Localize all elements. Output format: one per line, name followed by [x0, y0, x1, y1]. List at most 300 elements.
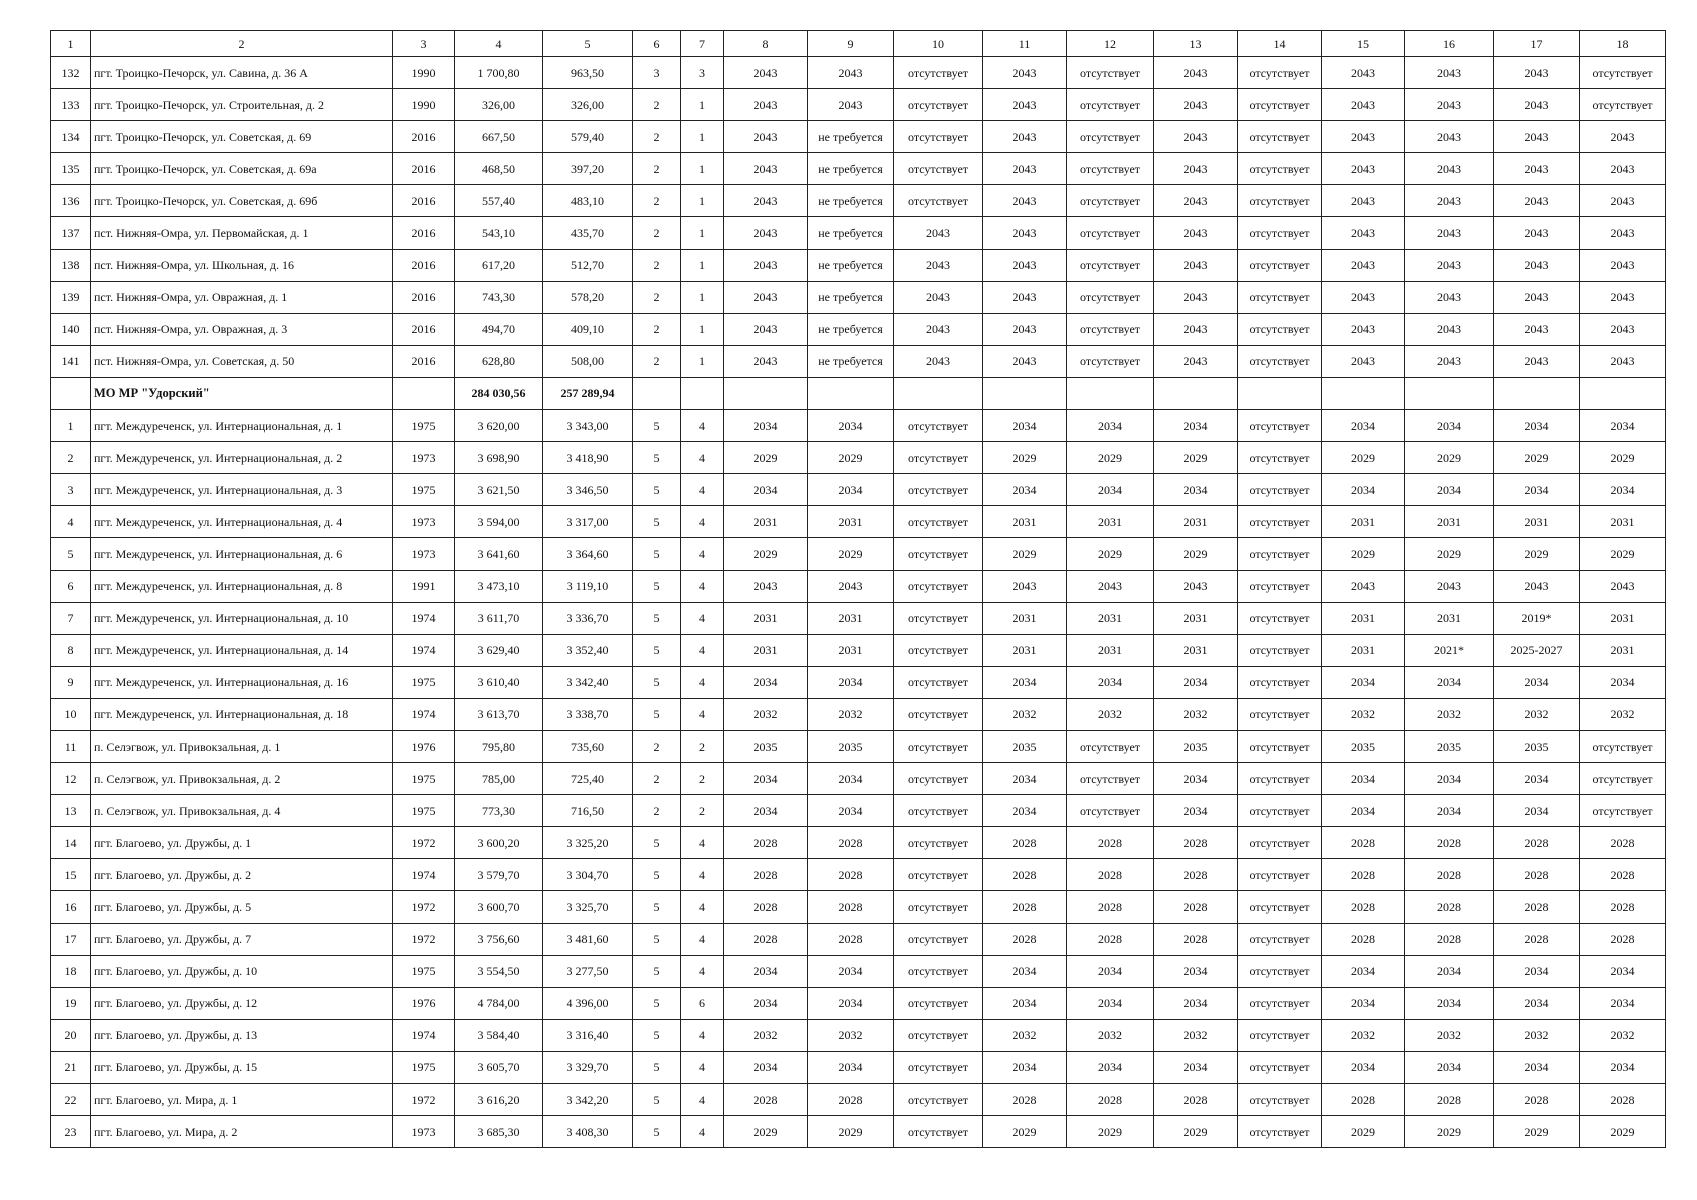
table-cell-col-1: 2 — [51, 442, 91, 474]
table-cell-col-14: отсутствует — [1238, 955, 1322, 987]
table-cell-col-1: 17 — [51, 923, 91, 955]
table-cell-col-16: 2028 — [1405, 859, 1494, 891]
table-cell-col-15: 2034 — [1322, 474, 1405, 506]
table-cell-col-5: 3 329,70 — [543, 1051, 633, 1083]
table-cell-col-3: 1972 — [393, 923, 455, 955]
address-cell: пгт. Троицко-Печорск, ул. Советская, д. 69 — [91, 121, 393, 153]
address-cell: пгт. Благоево, ул. Дружбы, д. 1 — [91, 827, 393, 859]
column-number-18: 18 — [1580, 31, 1666, 57]
table-cell-col-13: 2043 — [1154, 313, 1238, 345]
table-cell-col-9: 2031 — [808, 506, 894, 538]
table-cell-col-10: отсутствует — [894, 634, 983, 666]
table-cell-col-3: 1973 — [393, 442, 455, 474]
table-row — [51, 506, 1666, 538]
table-cell-col-7: 4 — [681, 955, 724, 987]
table-cell-col-3: 1990 — [393, 57, 455, 89]
table-cell-col-9: 2043 — [808, 89, 894, 121]
table-cell-col-7: 2 — [681, 730, 724, 762]
table-cell-col-4: 3 584,40 — [455, 1019, 543, 1051]
table-cell-col-7: 1 — [681, 345, 724, 377]
table-cell-col-7: 2 — [681, 795, 724, 827]
table-cell-col-15: 2043 — [1322, 249, 1405, 281]
address-cell: п. Селэгвож, ул. Привокзальная, д. 2 — [91, 763, 393, 795]
table-cell-col-9: не требуется — [808, 121, 894, 153]
table-cell-col-17: 2043 — [1494, 185, 1580, 217]
table-cell-col-9: не требуется — [808, 249, 894, 281]
table-cell-col-12: отсутствует — [1067, 121, 1154, 153]
table-row — [51, 859, 1666, 891]
table-cell-col-16: 2029 — [1405, 442, 1494, 474]
table-row — [51, 955, 1666, 987]
table-cell-col-14: отсутствует — [1238, 249, 1322, 281]
table-cell-col-5: 3 336,70 — [543, 602, 633, 634]
table-cell-col-11: 2028 — [983, 859, 1067, 891]
table-cell-col-18 — [1580, 377, 1666, 409]
table-cell-col-3: 2016 — [393, 185, 455, 217]
table-cell-col-15: 2028 — [1322, 827, 1405, 859]
table-cell-col-8: 2034 — [724, 666, 808, 698]
table-cell-col-15: 2043 — [1322, 89, 1405, 121]
table-cell-col-11: 2034 — [983, 474, 1067, 506]
table-cell-col-16: 2034 — [1405, 763, 1494, 795]
table-cell-col-17: 2025-2027 — [1494, 634, 1580, 666]
table-cell-col-9: 2034 — [808, 666, 894, 698]
table-cell-col-9: 2028 — [808, 859, 894, 891]
table-cell-col-9: не требуется — [808, 153, 894, 185]
table-cell-col-10: отсутствует — [894, 763, 983, 795]
table-cell-col-13: 2029 — [1154, 442, 1238, 474]
table-cell-col-5: 3 364,60 — [543, 538, 633, 570]
column-number-4: 4 — [455, 31, 543, 57]
table-cell-col-13: 2028 — [1154, 827, 1238, 859]
table-cell-col-18: отсутствует — [1580, 763, 1666, 795]
table-cell-col-15: 2028 — [1322, 923, 1405, 955]
table-cell-col-4: 3 610,40 — [455, 666, 543, 698]
table-cell-col-18: 2043 — [1580, 313, 1666, 345]
table-cell-col-8: 2028 — [724, 923, 808, 955]
table-cell-col-4: 326,00 — [455, 89, 543, 121]
table-cell-col-15: 2043 — [1322, 185, 1405, 217]
table-cell-col-9: 2028 — [808, 827, 894, 859]
table-cell-col-16: 2032 — [1405, 698, 1494, 730]
table-cell-col-14: отсутствует — [1238, 666, 1322, 698]
table-cell-col-14: отсутствует — [1238, 730, 1322, 762]
table-cell-col-10: отсутствует — [894, 57, 983, 89]
table-cell-col-1: 135 — [51, 153, 91, 185]
table-cell-col-8: 2043 — [724, 121, 808, 153]
table-cell-col-13: 2043 — [1154, 121, 1238, 153]
table-cell-col-17: 2043 — [1494, 345, 1580, 377]
group-header-row — [51, 377, 1666, 409]
table-cell-col-14: отсутствует — [1238, 859, 1322, 891]
table-cell-col-14: отсутствует — [1238, 827, 1322, 859]
table-cell-col-18: 2028 — [1580, 827, 1666, 859]
housing-repair-schedule-table — [50, 30, 1666, 1148]
table-cell-col-16: 2028 — [1405, 827, 1494, 859]
table-cell-col-5: 3 317,00 — [543, 506, 633, 538]
table-cell-col-6: 5 — [633, 410, 681, 442]
table-cell-col-6: 2 — [633, 763, 681, 795]
table-cell-col-17: 2043 — [1494, 121, 1580, 153]
table-cell-col-15: 2034 — [1322, 410, 1405, 442]
table-cell-col-18: 2034 — [1580, 987, 1666, 1019]
table-cell-col-1 — [51, 377, 91, 409]
address-cell: пгт. Благоево, ул. Мира, д. 2 — [91, 1116, 393, 1148]
table-cell-col-18: 2034 — [1580, 1051, 1666, 1083]
table-cell-col-5: 3 418,90 — [543, 442, 633, 474]
table-cell-col-13: 2034 — [1154, 1051, 1238, 1083]
table-cell-col-12: отсутствует — [1067, 185, 1154, 217]
table-cell-col-15: 2032 — [1322, 698, 1405, 730]
table-cell-col-4: 3 641,60 — [455, 538, 543, 570]
table-cell-col-18: 2043 — [1580, 570, 1666, 602]
table-cell-col-9: 2028 — [808, 1084, 894, 1116]
table-cell-col-17: 2043 — [1494, 57, 1580, 89]
table-row — [51, 666, 1666, 698]
table-cell-col-4: 785,00 — [455, 763, 543, 795]
table-cell-col-12: 2031 — [1067, 506, 1154, 538]
table-cell-col-16: 2032 — [1405, 1019, 1494, 1051]
table-cell-col-13: 2034 — [1154, 666, 1238, 698]
table-cell-col-11: 2043 — [983, 185, 1067, 217]
table-cell-col-11: 2028 — [983, 827, 1067, 859]
table-cell-col-9: 2043 — [808, 57, 894, 89]
column-number-12: 12 — [1067, 31, 1154, 57]
table-cell-col-7: 1 — [681, 313, 724, 345]
table-cell-col-5: 3 346,50 — [543, 474, 633, 506]
table-cell-col-14: отсутствует — [1238, 698, 1322, 730]
table-cell-col-4: 468,50 — [455, 153, 543, 185]
table-cell-col-10: отсутствует — [894, 730, 983, 762]
table-cell-col-12: 2034 — [1067, 987, 1154, 1019]
table-cell-col-7: 4 — [681, 1051, 724, 1083]
table-cell-col-11: 2032 — [983, 698, 1067, 730]
table-cell-col-16: 2034 — [1405, 1051, 1494, 1083]
table-cell-col-18: 2043 — [1580, 217, 1666, 249]
table-cell-col-11: 2031 — [983, 634, 1067, 666]
table-cell-col-8: 2031 — [724, 634, 808, 666]
table-cell-col-6: 2 — [633, 249, 681, 281]
table-cell-col-1: 13 — [51, 795, 91, 827]
table-cell-col-7: 4 — [681, 410, 724, 442]
table-cell-col-15: 2034 — [1322, 1051, 1405, 1083]
table-cell-col-14: отсутствует — [1238, 57, 1322, 89]
table-row — [51, 121, 1666, 153]
table-cell-col-1: 136 — [51, 185, 91, 217]
table-cell-col-10: отсутствует — [894, 987, 983, 1019]
column-number-17: 17 — [1494, 31, 1580, 57]
table-cell-col-18: 2028 — [1580, 859, 1666, 891]
table-cell-col-4: 494,70 — [455, 313, 543, 345]
table-cell-col-3: 1975 — [393, 1051, 455, 1083]
table-cell-col-18: отсутствует — [1580, 57, 1666, 89]
table-cell-col-16: 2028 — [1405, 891, 1494, 923]
table-cell-col-15: 2043 — [1322, 570, 1405, 602]
table-cell-col-11: 2043 — [983, 217, 1067, 249]
table-row — [51, 987, 1666, 1019]
table-cell-col-14: отсутствует — [1238, 1116, 1322, 1148]
table-cell-col-4: 3 629,40 — [455, 634, 543, 666]
table-cell-col-3: 1972 — [393, 827, 455, 859]
table-cell-col-7: 1 — [681, 121, 724, 153]
table-cell-col-5: 3 316,40 — [543, 1019, 633, 1051]
table-cell-col-4: 3 611,70 — [455, 602, 543, 634]
table-cell-col-10: отсутствует — [894, 89, 983, 121]
table-cell-col-13: 2034 — [1154, 955, 1238, 987]
table-cell-col-4: 557,40 — [455, 185, 543, 217]
table-cell-col-12: 2034 — [1067, 474, 1154, 506]
address-cell: пст. Нижняя-Омра, ул. Советская, д. 50 — [91, 345, 393, 377]
table-cell-col-4: 3 620,00 — [455, 410, 543, 442]
table-cell-col-6: 5 — [633, 955, 681, 987]
table-cell-col-15: 2034 — [1322, 955, 1405, 987]
table-cell-col-8: 2034 — [724, 763, 808, 795]
table-cell-col-5: 963,50 — [543, 57, 633, 89]
table-cell-col-3: 1973 — [393, 538, 455, 570]
table-cell-col-16: 2043 — [1405, 57, 1494, 89]
table-cell-col-14: отсутствует — [1238, 570, 1322, 602]
table-cell-col-4: 284 030,56 — [455, 377, 543, 409]
table-cell-col-17: 2031 — [1494, 506, 1580, 538]
table-cell-col-4: 3 594,00 — [455, 506, 543, 538]
table-cell-col-16 — [1405, 377, 1494, 409]
table-cell-col-10: отсутствует — [894, 1116, 983, 1148]
table-cell-col-13: 2043 — [1154, 89, 1238, 121]
table-cell-col-1: 20 — [51, 1019, 91, 1051]
table-cell-col-16: 2031 — [1405, 506, 1494, 538]
table-cell-col-4: 3 613,70 — [455, 698, 543, 730]
table-cell-col-9: 2034 — [808, 474, 894, 506]
table-cell-col-14: отсутствует — [1238, 763, 1322, 795]
table-cell-col-10: 2043 — [894, 281, 983, 313]
table-row — [51, 57, 1666, 89]
table-cell-col-17: 2034 — [1494, 795, 1580, 827]
table-cell-col-8: 2043 — [724, 281, 808, 313]
table-cell-col-10: отсутствует — [894, 570, 983, 602]
table-cell-col-18: 2029 — [1580, 442, 1666, 474]
table-cell-col-11: 2031 — [983, 506, 1067, 538]
table-cell-col-13: 2034 — [1154, 987, 1238, 1019]
table-cell-col-13: 2043 — [1154, 249, 1238, 281]
column-number-2: 2 — [91, 31, 393, 57]
table-cell-col-15: 2034 — [1322, 987, 1405, 1019]
table-cell-col-8: 2034 — [724, 410, 808, 442]
table-cell-col-3: 1990 — [393, 89, 455, 121]
table-row — [51, 1019, 1666, 1051]
table-cell-col-18: 2034 — [1580, 955, 1666, 987]
table-cell-col-13: 2028 — [1154, 859, 1238, 891]
table-cell-col-4: 667,50 — [455, 121, 543, 153]
table-row — [51, 602, 1666, 634]
table-cell-col-6: 2 — [633, 313, 681, 345]
table-cell-col-17: 2035 — [1494, 730, 1580, 762]
table-cell-col-7: 1 — [681, 249, 724, 281]
table-cell-col-1: 1 — [51, 410, 91, 442]
table-cell-col-16: 2021* — [1405, 634, 1494, 666]
table-cell-col-5: 3 277,50 — [543, 955, 633, 987]
table-cell-col-5: 409,10 — [543, 313, 633, 345]
column-number-1: 1 — [51, 31, 91, 57]
table-cell-col-3: 1973 — [393, 506, 455, 538]
table-cell-col-5: 3 481,60 — [543, 923, 633, 955]
table-cell-col-9: 2029 — [808, 442, 894, 474]
table-cell-col-16: 2034 — [1405, 410, 1494, 442]
table-cell-col-11: 2043 — [983, 570, 1067, 602]
table-cell-col-5: 3 325,70 — [543, 891, 633, 923]
table-cell-col-5: 3 342,20 — [543, 1084, 633, 1116]
table-cell-col-12: отсутствует — [1067, 795, 1154, 827]
table-row — [51, 1051, 1666, 1083]
table-cell-col-13: 2032 — [1154, 1019, 1238, 1051]
table-cell-col-12: 2029 — [1067, 538, 1154, 570]
table-cell-col-6: 5 — [633, 827, 681, 859]
table-row — [51, 763, 1666, 795]
table-cell-col-6: 2 — [633, 217, 681, 249]
table-cell-col-4: 3 756,60 — [455, 923, 543, 955]
table-cell-col-6: 2 — [633, 153, 681, 185]
table-cell-col-9: 2034 — [808, 955, 894, 987]
table-cell-col-1: 22 — [51, 1084, 91, 1116]
table-cell-col-11: 2031 — [983, 602, 1067, 634]
table-cell-col-3: 1973 — [393, 1116, 455, 1148]
table-cell-col-3: 2016 — [393, 249, 455, 281]
table-cell-col-17: 2032 — [1494, 1019, 1580, 1051]
column-number-6: 6 — [633, 31, 681, 57]
table-cell-col-4: 743,30 — [455, 281, 543, 313]
table-cell-col-17: 2028 — [1494, 923, 1580, 955]
table-cell-col-18: 2043 — [1580, 249, 1666, 281]
table-cell-col-16: 2029 — [1405, 538, 1494, 570]
table-cell-col-1: 138 — [51, 249, 91, 281]
table-cell-col-6: 5 — [633, 923, 681, 955]
table-cell-col-15: 2031 — [1322, 602, 1405, 634]
table-cell-col-7: 1 — [681, 89, 724, 121]
table-cell-col-15: 2043 — [1322, 345, 1405, 377]
table-cell-col-1: 19 — [51, 987, 91, 1019]
table-cell-col-6: 2 — [633, 121, 681, 153]
table-cell-col-18: 2031 — [1580, 602, 1666, 634]
table-cell-col-8: 2034 — [724, 1051, 808, 1083]
table-cell-col-6: 5 — [633, 891, 681, 923]
table-cell-col-14: отсутствует — [1238, 442, 1322, 474]
table-cell-col-8: 2028 — [724, 891, 808, 923]
table-cell-col-12: 2034 — [1067, 666, 1154, 698]
table-cell-col-15: 2031 — [1322, 506, 1405, 538]
table-cell-col-17: 2029 — [1494, 442, 1580, 474]
table-cell-col-4: 543,10 — [455, 217, 543, 249]
table-cell-col-14: отсутствует — [1238, 602, 1322, 634]
table-cell-col-8: 2034 — [724, 795, 808, 827]
table-cell-col-14: отсутствует — [1238, 538, 1322, 570]
table-cell-col-14: отсутствует — [1238, 185, 1322, 217]
table-cell-col-4: 795,80 — [455, 730, 543, 762]
table-cell-col-11: 2043 — [983, 89, 1067, 121]
table-cell-col-16: 2043 — [1405, 281, 1494, 313]
table-cell-col-17: 2043 — [1494, 249, 1580, 281]
table-cell-col-4: 3 600,70 — [455, 891, 543, 923]
table-cell-col-9: 2032 — [808, 698, 894, 730]
table-cell-col-16: 2035 — [1405, 730, 1494, 762]
table-cell-col-17: 2043 — [1494, 313, 1580, 345]
table-cell-col-9: 2034 — [808, 795, 894, 827]
address-cell: пст. Нижняя-Омра, ул. Овражная, д. 1 — [91, 281, 393, 313]
table-cell-col-18: отсутствует — [1580, 730, 1666, 762]
table-cell-col-10: отсутствует — [894, 666, 983, 698]
table-cell-col-6: 5 — [633, 1116, 681, 1148]
table-cell-col-11: 2028 — [983, 891, 1067, 923]
table-cell-col-3 — [393, 377, 455, 409]
table-cell-col-11: 2028 — [983, 923, 1067, 955]
table-row — [51, 313, 1666, 345]
table-cell-col-10: отсутствует — [894, 827, 983, 859]
table-cell-col-14: отсутствует — [1238, 634, 1322, 666]
table-cell-col-12: 2032 — [1067, 1019, 1154, 1051]
table-cell-col-16: 2034 — [1405, 474, 1494, 506]
table-cell-col-13: 2029 — [1154, 1116, 1238, 1148]
table-cell-col-8: 2043 — [724, 185, 808, 217]
table-cell-col-11: 2029 — [983, 538, 1067, 570]
table-cell-col-7: 2 — [681, 763, 724, 795]
table-cell-col-9: не требуется — [808, 345, 894, 377]
table-cell-col-3: 1974 — [393, 602, 455, 634]
table-cell-col-18: 2028 — [1580, 1084, 1666, 1116]
table-cell-col-8: 2028 — [724, 859, 808, 891]
table-cell-col-15: 2029 — [1322, 538, 1405, 570]
table-row — [51, 410, 1666, 442]
table-cell-col-10: отсутствует — [894, 474, 983, 506]
table-cell-col-5: 735,60 — [543, 730, 633, 762]
table-cell-col-17: 2028 — [1494, 827, 1580, 859]
table-cell-col-13: 2031 — [1154, 602, 1238, 634]
table-cell-col-5: 435,70 — [543, 217, 633, 249]
column-number-14: 14 — [1238, 31, 1322, 57]
table-cell-col-13: 2034 — [1154, 474, 1238, 506]
table-cell-col-12: отсутствует — [1067, 763, 1154, 795]
table-cell-col-17: 2034 — [1494, 955, 1580, 987]
table-row — [51, 570, 1666, 602]
address-cell: пгт. Троицко-Печорск, ул. Савина, д. 36 А — [91, 57, 393, 89]
table-cell-col-1: 139 — [51, 281, 91, 313]
address-cell: пгт. Троицко-Печорск, ул. Советская, д. 69а — [91, 153, 393, 185]
table-row — [51, 442, 1666, 474]
table-cell-col-16: 2043 — [1405, 570, 1494, 602]
table-cell-col-8: 2034 — [724, 474, 808, 506]
table-cell-col-15: 2043 — [1322, 281, 1405, 313]
column-number-11: 11 — [983, 31, 1067, 57]
table-cell-col-8: 2043 — [724, 313, 808, 345]
column-number-16: 16 — [1405, 31, 1494, 57]
table-cell-col-8: 2034 — [724, 955, 808, 987]
table-cell-col-1: 12 — [51, 763, 91, 795]
table-cell-col-10: отсутствует — [894, 891, 983, 923]
table-cell-col-11: 2034 — [983, 666, 1067, 698]
table-cell-col-9: 2028 — [808, 923, 894, 955]
table-cell-col-16: 2043 — [1405, 217, 1494, 249]
address-cell: пст. Нижняя-Омра, ул. Первомайская, д. 1 — [91, 217, 393, 249]
table-cell-col-16: 2028 — [1405, 1084, 1494, 1116]
table-cell-col-9: 2034 — [808, 1051, 894, 1083]
table-cell-col-12: 2028 — [1067, 827, 1154, 859]
table-row — [51, 698, 1666, 730]
table-cell-col-12: 2029 — [1067, 442, 1154, 474]
table-cell-col-4: 628,80 — [455, 345, 543, 377]
table-cell-col-8: 2043 — [724, 570, 808, 602]
table-cell-col-18: 2043 — [1580, 153, 1666, 185]
table-cell-col-18: 2034 — [1580, 474, 1666, 506]
table-cell-col-16: 2031 — [1405, 602, 1494, 634]
table-cell-col-18: 2032 — [1580, 1019, 1666, 1051]
table-cell-col-18: 2043 — [1580, 121, 1666, 153]
